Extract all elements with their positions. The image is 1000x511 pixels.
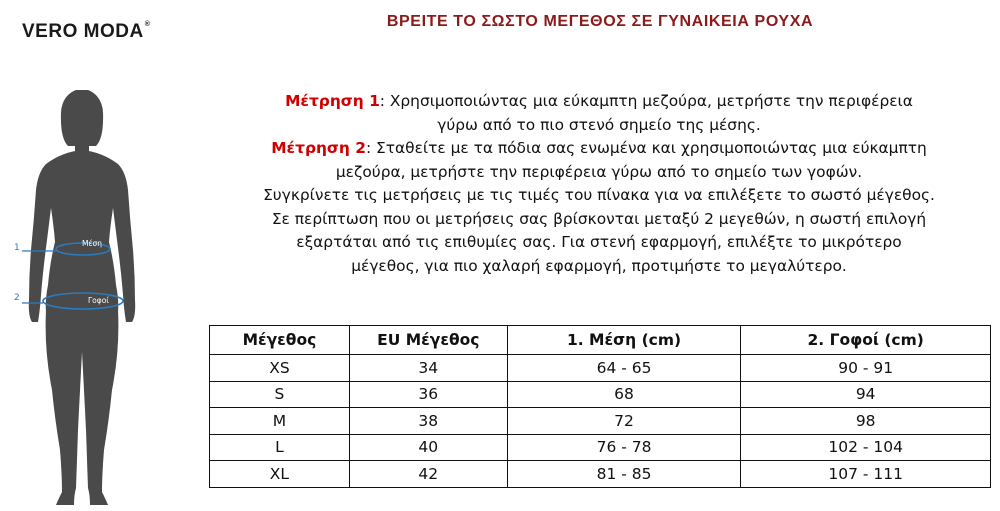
brand-logo: [22, 21, 150, 43]
cell-eu-size: 40: [349, 434, 507, 461]
instructions-block: [195, 90, 1000, 278]
waist-marker-number: 1: [14, 243, 20, 253]
header-waist: 1. Μέση (cm): [507, 326, 741, 355]
instruction-line: μεζούρα, μετρήστε την περιφέρεια γύρω από το σημείο των γοφών.: [335, 162, 863, 181]
hip-label: Γοφοί: [88, 296, 109, 305]
cell-eu-size: 34: [349, 355, 507, 382]
brand-name: VERO MODA: [22, 21, 144, 42]
instruction-line: μέγεθος, για πιο χαλαρή εφαρμογή, προτιμήστε το μεγαλύτερο.: [351, 256, 847, 275]
table-row: [210, 461, 991, 488]
cell-waist: 64 - 65: [507, 355, 741, 382]
cell-hips: 90 - 91: [741, 355, 991, 382]
instruction-line: [195, 137, 1000, 161]
measurement-1-label: Μέτρηση 1: [285, 92, 380, 110]
instruction-line: Σε περίπτωση που οι μετρήσεις σας βρίσκονται μεταξύ 2 μεγεθών, η σωστή επιλογή: [271, 209, 927, 228]
instruction-line: εξαρτάται από τις επιθυμίες σας. Για στενή εφαρμογή, επιλέξτε το μικρότερο: [296, 233, 902, 251]
size-chart-table: [209, 325, 991, 488]
cell-hips: 98: [741, 408, 991, 435]
header-size: Μέγεθος: [210, 326, 350, 355]
table-row: [210, 408, 991, 435]
instruction-text: : Χρησιμοποιώντας μια εύκαμπτη μεζούρα, μετρήστε την περιφέρεια: [379, 92, 913, 110]
cell-size: S: [210, 381, 350, 408]
cell-waist: 76 - 78: [507, 434, 741, 461]
cell-waist: 72: [507, 408, 741, 435]
cell-size: XL: [210, 461, 350, 488]
cell-waist: 81 - 85: [507, 461, 741, 488]
table-row: [210, 381, 991, 408]
instruction-text: : Σταθείτε με τα πόδια σας ενωμένα και χρησιμοποιώντας μια εύκαμπτη: [365, 139, 927, 157]
header-hips: 2. Γοφοί (cm): [741, 326, 991, 355]
cell-size: M: [210, 408, 350, 435]
instruction-line: [195, 90, 1000, 114]
cell-eu-size: 38: [349, 408, 507, 435]
instruction-line: Συγκρίνετε τις μετρήσεις με τις τιμές του πίνακα για να επιλέξετε το σωστό μέγεθος.: [263, 186, 935, 204]
cell-eu-size: 42: [349, 461, 507, 488]
table-row: [210, 355, 991, 382]
cell-hips: 102 - 104: [741, 434, 991, 461]
registered-mark: ®: [144, 21, 151, 28]
cell-size: L: [210, 434, 350, 461]
table-row: [210, 434, 991, 461]
page-title: ΒΡΕΙΤΕ ΤΟ ΣΩΣΤΟ ΜΕΓΕΘΟΣ ΣΕ ΓΥΝΑΙΚΕΙΑ ΡΟΥΧΑ: [386, 13, 814, 30]
cell-waist: 68: [507, 381, 741, 408]
cell-eu-size: 36: [349, 381, 507, 408]
measurement-2-label: Μέτρηση 2: [271, 139, 366, 157]
instruction-line: γύρω από το πιο στενό σημείο της μέσης.: [437, 115, 761, 134]
header-eu-size: EU Μέγεθος: [349, 326, 507, 355]
table-header-row: [210, 326, 991, 355]
waist-label: Μέση: [82, 239, 103, 248]
hip-marker-number: 2: [14, 293, 20, 303]
woman-silhouette-figure: [0, 90, 180, 511]
cell-hips: 107 - 111: [741, 461, 991, 488]
cell-size: XS: [210, 355, 350, 382]
cell-hips: 94: [741, 381, 991, 408]
